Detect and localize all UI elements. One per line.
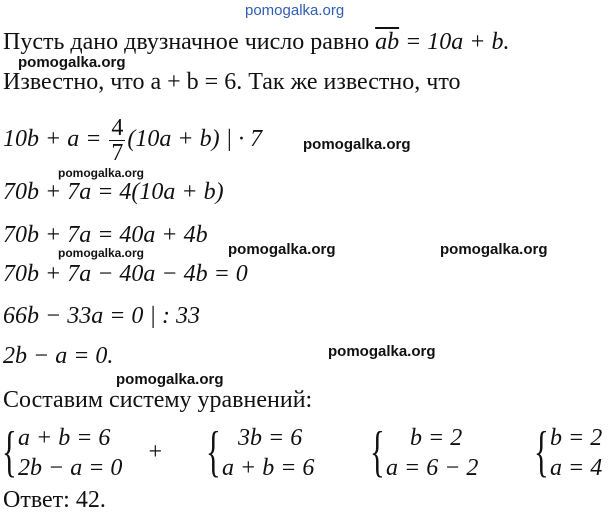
fraction [109,116,125,165]
system-2-row-2: a + b = 6 [222,455,315,481]
watermark: pomogalka.org [116,371,224,388]
line-5: 70b + 7a = 40a + 4b [3,222,208,248]
line-3-right: (10a + b) | · 7 [127,126,263,153]
line-4: 70b + 7a = 4(10a + b) [3,179,224,205]
line-6: 70b + 7a − 40a − 4b = 0 [3,261,248,287]
line-2: Известно, что a + b = 6. Так же известно, что [3,69,461,95]
brace-icon: { [206,421,221,483]
watermark: pomogalka.org [58,246,145,260]
watermark: pomogalka.org [328,343,436,360]
fraction-denominator: 7 [111,140,124,166]
answer: Ответ: 42. [3,487,106,513]
system-3-row-1: b = 2 [410,425,463,451]
system-4-row-1: b = 2 [550,425,603,451]
brace-icon: { [534,421,549,483]
line-1 [3,28,509,56]
watermark: pomogalka.org [303,136,411,153]
system-1-row-1: a + b = 6 [18,425,111,451]
system-3-row-2: a = 6 − 2 [386,455,479,481]
line-7: 66b − 33a = 0 | : 33 [3,303,200,329]
number-ab: $\overline{ab}$ [375,29,400,55]
line-3 [3,116,262,165]
line-3-left: 10b + a = [3,126,108,153]
line-1-text: Пусть дано двузначное число равно [3,29,376,55]
system-4-row-2: a = 4 [550,455,603,481]
watermark: pomogalka.org [228,241,336,258]
system-1-row-2: 2b − a = 0 [18,455,123,481]
brace-icon: { [2,421,17,483]
line-8: 2b − a = 0. [3,343,114,369]
watermark: pomogalka.org [18,54,126,71]
system-2-row-1: 3b = 6 [238,425,303,451]
plus-sign: + [147,439,164,465]
watermark-top: pomogalka.org [245,2,345,19]
watermark: pomogalka.org [440,241,548,258]
line-1-eq: = 10a + b. [399,29,510,55]
fraction-numerator: 4 [111,115,124,141]
brace-icon: { [370,421,385,483]
watermark: pomogalka.org [58,166,145,180]
line-9: Составим систему уравнений: [3,387,313,413]
